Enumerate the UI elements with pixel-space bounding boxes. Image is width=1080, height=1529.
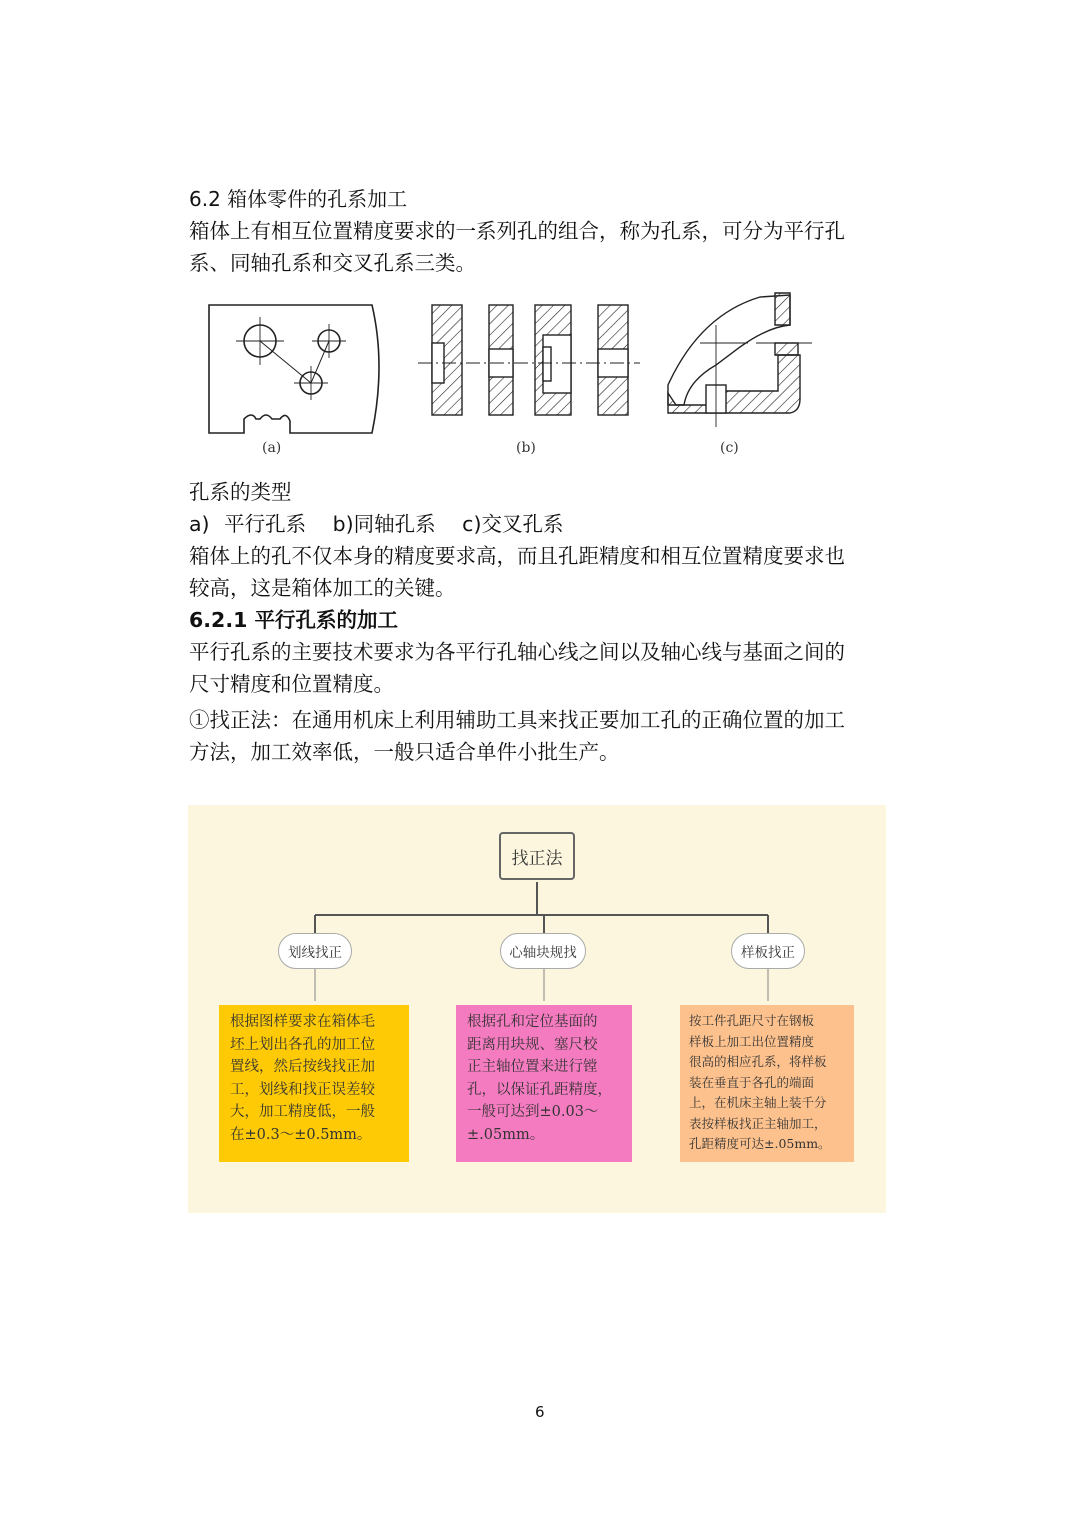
figure-a-drawing bbox=[209, 305, 379, 433]
branch-3-line-2: 样板上加工出位置精度 bbox=[689, 1033, 815, 1049]
branch-3-line-7: 孔距精度可达±.05mm。 bbox=[689, 1136, 831, 1151]
intro-paragraph bbox=[189, 215, 901, 279]
legend-b-text: 同轴孔系 bbox=[353, 512, 436, 536]
branch-2-line-5: 一般可达到±0.03～ bbox=[467, 1104, 599, 1120]
intro-line-1: 箱体上有相互位置精度要求的一系列孔的组合，称为孔系，可分为平行孔 bbox=[189, 219, 845, 243]
branch-3-line-5: 上，在机床主轴上装千分 bbox=[689, 1095, 827, 1110]
paragraph-3-line-1: 平行孔系的主要技术要求为各平行孔轴心线之间以及轴心线与基面之间的 bbox=[189, 640, 845, 664]
branch-2-line-1: 根据孔和定位基面的 bbox=[467, 1014, 598, 1030]
branch-2-line-6: ±.05mm。 bbox=[467, 1126, 545, 1143]
page-number: 6 bbox=[535, 1403, 545, 1421]
branch-2-line-3: 正主轴位置来进行镗 bbox=[467, 1059, 598, 1075]
paragraph-4-line-2: 方法，加工效率低，一般只适合单件小批生产。 bbox=[189, 740, 620, 764]
mindmap-diagram bbox=[188, 805, 886, 1213]
intro-line-2: 系、同轴孔系和交叉孔系三类。 bbox=[189, 251, 476, 275]
figure-legend bbox=[189, 508, 901, 540]
branch-3-line-4: 装在垂直于各孔的端面 bbox=[689, 1074, 815, 1090]
branch-1-line-2: 坯上划出各孔的加工位 bbox=[230, 1036, 375, 1053]
paragraph-3 bbox=[189, 636, 901, 700]
paragraph-2-line-1: 箱体上的孔不仅本身的精度要求高，而且孔距精度和相互位置精度要求也 bbox=[189, 544, 845, 568]
branch-3-line-6: 表按样板找正主轴加工， bbox=[689, 1115, 827, 1131]
branch-1-line-1: 根据图样要求在箱体毛 bbox=[230, 1014, 375, 1030]
branch-2-card bbox=[456, 1005, 632, 1162]
figure-b-drawing bbox=[418, 305, 640, 415]
paragraph-2-line-2: 较高，这是箱体加工的关键。 bbox=[189, 576, 456, 600]
subsection-heading bbox=[189, 604, 901, 636]
branch-1-line-5: 大，加工精度低，一般 bbox=[230, 1104, 375, 1120]
branch-3-card bbox=[680, 1005, 854, 1162]
figure-label-a: (a) bbox=[262, 440, 282, 456]
figure-caption: 孔系的类型 bbox=[189, 480, 292, 504]
section-heading bbox=[189, 183, 407, 215]
paragraph-3-line-2: 尺寸精度和位置精度。 bbox=[189, 672, 394, 696]
figure-label-c: (c) bbox=[720, 440, 739, 456]
branch-1-label: 划线找正 bbox=[278, 933, 352, 969]
branch-3-line-1: 按工件孔距尺寸在钢板 bbox=[689, 1013, 815, 1028]
branch-3-label: 样板找正 bbox=[731, 933, 805, 969]
legend-a-text: 平行孔系 bbox=[224, 512, 307, 536]
paragraph-4 bbox=[189, 704, 901, 768]
branch-1-line-4: 工，划线和找正误差较 bbox=[230, 1081, 375, 1098]
mindmap-root: 找正法 bbox=[499, 832, 575, 880]
branch-3-line-3: 很高的相应孔系，将样板 bbox=[689, 1054, 827, 1069]
branch-2-label: 心轴块规找 bbox=[500, 933, 586, 969]
paragraph-4-line-1: ①找正法：在通用机床上利用辅助工具来找正要加工孔的正确位置的加工 bbox=[189, 708, 845, 732]
section-number: 6.2 bbox=[189, 187, 221, 211]
figure-label-b: (b) bbox=[516, 440, 536, 456]
legend-c-prefix: c) bbox=[462, 512, 482, 536]
legend-c-text: 交叉孔系 bbox=[481, 512, 564, 536]
branch-1-line-3: 置线，然后按线找正加 bbox=[230, 1059, 375, 1075]
legend-a-prefix: a) bbox=[189, 512, 210, 536]
section-title: 箱体零件的孔系加工 bbox=[227, 187, 408, 211]
subsection-number: 6.2.1 bbox=[189, 608, 248, 632]
branch-2-line-4: 孔，以保证孔距精度， bbox=[467, 1081, 612, 1098]
branch-1-line-6: 在±0.3～±0.5mm。 bbox=[230, 1126, 372, 1143]
paragraph-2 bbox=[189, 540, 901, 604]
branch-1-card bbox=[219, 1005, 409, 1162]
subsection-title: 平行孔系的加工 bbox=[254, 608, 399, 632]
branch-2-line-2: 距离用块规、塞尺校 bbox=[467, 1036, 598, 1053]
hole-system-figure bbox=[200, 285, 820, 445]
legend-b-prefix: b) bbox=[332, 512, 354, 536]
figure-c-drawing bbox=[668, 293, 812, 427]
